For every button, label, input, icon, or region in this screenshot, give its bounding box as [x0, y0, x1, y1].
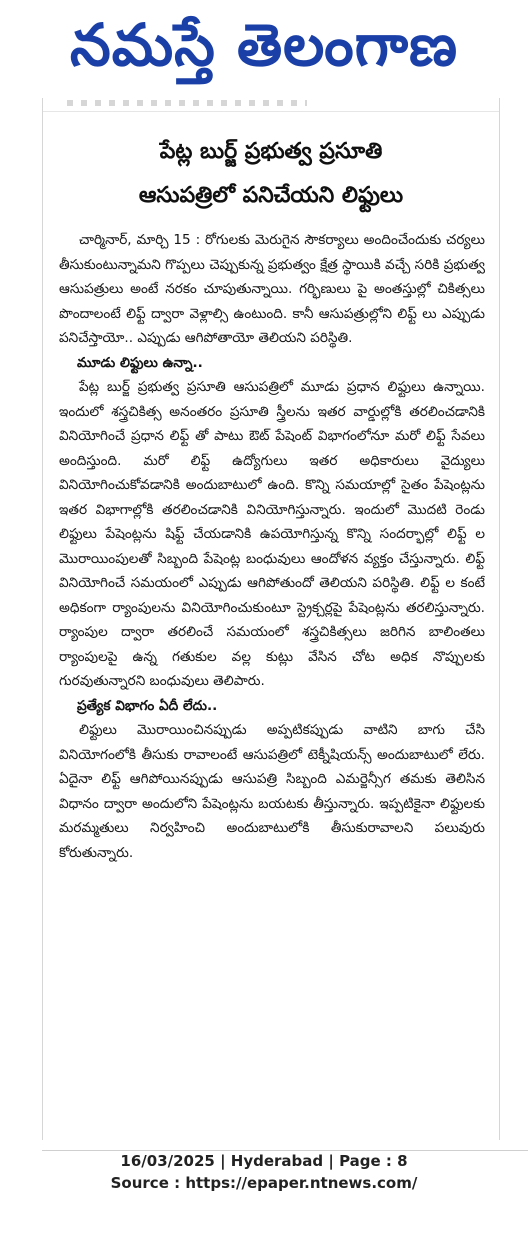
footer-source-link[interactable]: Source : https://epaper.ntnews.com/ — [110, 1174, 418, 1192]
article-body — [43, 228, 499, 865]
clipping-top-edge — [43, 100, 499, 112]
page-footer — [0, 1150, 528, 1194]
footer-date-location-page: 16/03/2025 | Hyderabad | Page : 8 — [120, 1152, 408, 1170]
masthead — [0, 0, 528, 90]
headline-line-2: ఆసుపత్రిలో పనిచేయని లిఫ్టులు — [138, 183, 404, 208]
headline-line-1: పేట్ల బుర్జ్ ప్రభుత్వ ప్రసూతి — [159, 139, 383, 164]
subheading-three-lifts: మూడు లిఫ్టులు ఉన్నా.. — [77, 354, 203, 371]
news-clipping — [42, 98, 500, 1140]
paragraph-2: పేట్ల బుర్జ్ ప్రభుత్వ ప్రసూతి ఆసుపత్రిలో మూడు ప్రధాన లిఫ్టులు ఉన్నాయి. ఇందులో శస్త్రచికిత్స అనంతరం ప్రసూతి స్త్రీలను ఇతర వార్డుల్లోకి తరలించడానికి వినియోగించే ప్రధాన లిఫ్ట్ తో పాటు ఔట్ పేషెంట్ విభాగంలోనూ మరో లిఫ్ట్ సేవలు అందిస్తుంది. మరో లిఫ్ట్ ఉద్యోగులు ఇతర అధికారులు వైద్యులు వినియోగించుకోవడానికి అందుబాటులో ఉంది. కొన్ని సమయాల్లో సైతం పేషెంట్లను ఇతర విభాగాల్లోకి తరలించడానికి వినియోగిస్తున్నారు. ఇందులో మొదటి రెండు లిఫ్టులు పేషెంట్లను షిఫ్ట్ చేయడానికి ఉపయోగిస్తున్న కొన్ని సందర్భాల్లో లిఫ్ట్ ల మొరాయింపులతో సిబ్బంది పేషెంట్ల బంధువులు ఆందోళన వ్యక్తం చేస్తున్నారు. లిఫ్ట్ వినియోగించే సమయంలో ఎప్పుడు ఆగిపోతుందో తెలియని పరిస్థితి. లిఫ్ట్ ల కంటే అధికంగా ర్యాంపులను వినియోగించుకుంటూ స్ట్రెక్చర్లపై పేషెంట్లను తరలిస్తున్నారు. ర్యాంపుల ద్వారా తరలించే సమయంలో శస్త్రచికిత్సలు జరిగిన బాలింతలు ర్యాంపులపై ఉన్న గతుకుల వల్ల కుట్లు వేసిన చోట అధిక నొప్పులకు గురవుతున్నారని బంధువులు తెలిపారు. — [59, 379, 485, 689]
article-headline — [43, 112, 499, 228]
paragraph-3: లిఫ్టులు మొరాయించినప్పుడు అప్పటికప్పుడు వాటిని బాగు చేసి వినియోగంలోకి తీసుకు రావాలంటే ఆసుపత్రిలో టెక్నీషియన్స్ అందుబాటులో లేరు. ఏదైనా లిఫ్ట్ ఆగిపోయినప్పుడు ఆసుపత్రి సిబ్బంది ఎమర్జెన్సీగ తమకు తెలిసిన విధానం ద్వారా అందులోని పేషెంట్లను బయటకు తీస్తున్నారు. ఇప్పటికైనా లిఫ్టులకు మరమ్మతులు నిర్వహించి అందుబాటులోకి తీసుకురావాలని పలువురు కోరుతున్నారు. — [59, 722, 485, 861]
newspaper-logo: నమస్తే తెలంగాణ — [70, 11, 458, 79]
paragraph-1: చార్మినార్, మార్చి 15 : రోగులకు మెరుగైన సౌకర్యాలు అందించేందుకు చర్యలు తీసుకుంటున్నామని గొప్పలు చెప్పుకున్న ప్రభుత్వం క్షేత్ర స్థాయికి వచ్చే సరికి ప్రభుత్వ ఆసుపత్రులు అంటే నరకం చూపుతున్నాయి. గర్భిణులు పై అంతస్తుల్లో చికిత్సలు పొందాలంటే లిఫ్ట్ ద్వారా వెళ్లాల్సి ఉంటుంది. కానీ ఆసుపత్రుల్లోని లిఫ్ట్ లు ఎప్పుడు పనిచేస్తాయో.. ఎప్పుడు ఆగిపోతాయో తెలియని పరిస్థితి. — [59, 232, 485, 346]
subheading-no-special-department: ప్రత్యేక విభాగం ఏదీ లేదు.. — [77, 697, 218, 714]
